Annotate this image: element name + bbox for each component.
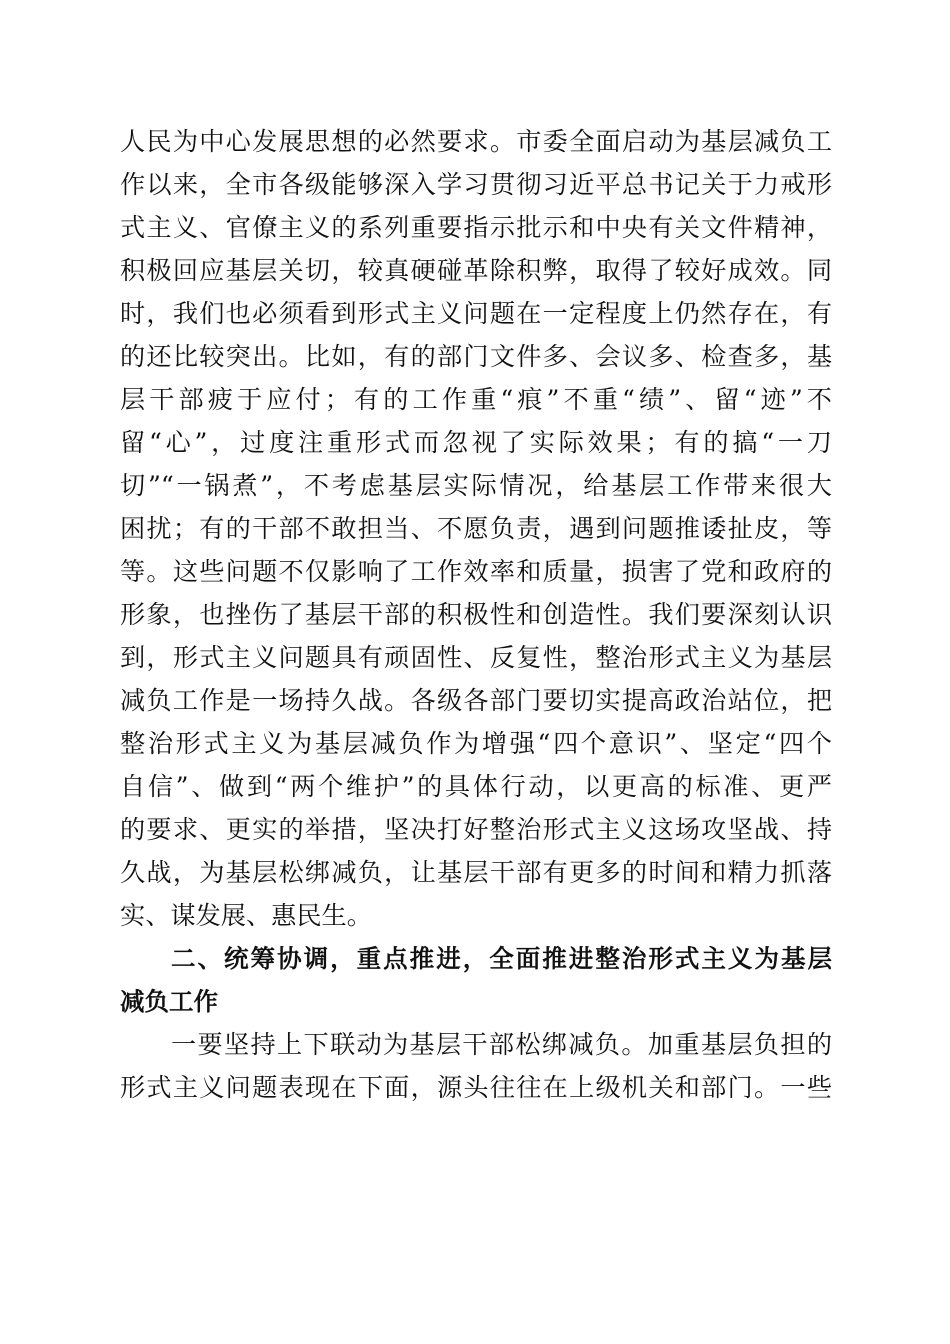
text-line: 作以来，全市各级能够深入学习贯彻习近平总书记关于力戒形 xyxy=(120,170,832,199)
text-line: 的还比较突出。比如，有的部门文件多、会议多、检查多，基 xyxy=(120,342,832,371)
text-line: 等。这些问题不仅影响了工作效率和质量，损害了党和政府的 xyxy=(120,557,832,586)
text-line: 层干部疲于应付；有的工作重“痕”不重“绩”、留“迹”不 xyxy=(120,385,832,414)
text-line: 式主义、官僚主义的系列重要指示批示和中央有关文件精神， xyxy=(120,213,832,242)
text-line: 积极回应基层关切，较真硬碰革除积弊，取得了较好成效。同 xyxy=(120,256,832,285)
text-line: 留“心”，过度注重形式而忽视了实际效果；有的搞“一刀 xyxy=(120,428,832,457)
heading-line: 二、统筹协调，重点推进，全面推进整治形式主义为基层 xyxy=(171,944,832,973)
text-line: 实、谋发展、惠民生。 xyxy=(120,901,372,930)
text-line: 人民为中心发展思想的必然要求。市委全面启动为基层减负工 xyxy=(120,127,832,156)
text-line: 形式主义问题表现在下面，源头往往在上级机关和部门。一些 xyxy=(120,1073,832,1102)
heading-line: 减负工作 xyxy=(120,987,218,1016)
text-line: 整治形式主义为基层减负作为增强“四个意识”、坚定“四个 xyxy=(120,729,832,758)
text-line: 困扰；有的干部不敢担当、不愿负责，遇到问题推诿扯皮，等 xyxy=(120,514,832,543)
text-line: 一要坚持上下联动为基层干部松绑减负。加重基层负担的 xyxy=(171,1030,832,1059)
text-line: 自信”、做到“两个维护”的具体行动，以更高的标准、更严 xyxy=(120,772,832,801)
text-line: 久战，为基层松绑减负，让基层干部有更多的时间和精力抓落 xyxy=(120,858,832,887)
text-line: 形象，也挫伤了基层干部的积极性和创造性。我们要深刻认识 xyxy=(120,600,832,629)
text-line: 减负工作是一场持久战。各级各部门要切实提高政治站位，把 xyxy=(120,686,832,715)
text-line: 的要求、更实的举措，坚决打好整治形式主义这场攻坚战、持 xyxy=(120,815,832,844)
text-line: 切”“一锅煮”，不考虑基层实际情况，给基层工作带来很大 xyxy=(120,471,832,500)
text-line: 到，形式主义问题具有顽固性、反复性，整治形式主义为基层 xyxy=(120,643,832,672)
text-line: 时，我们也必须看到形式主义问题在一定程度上仍然存在，有 xyxy=(120,299,832,328)
